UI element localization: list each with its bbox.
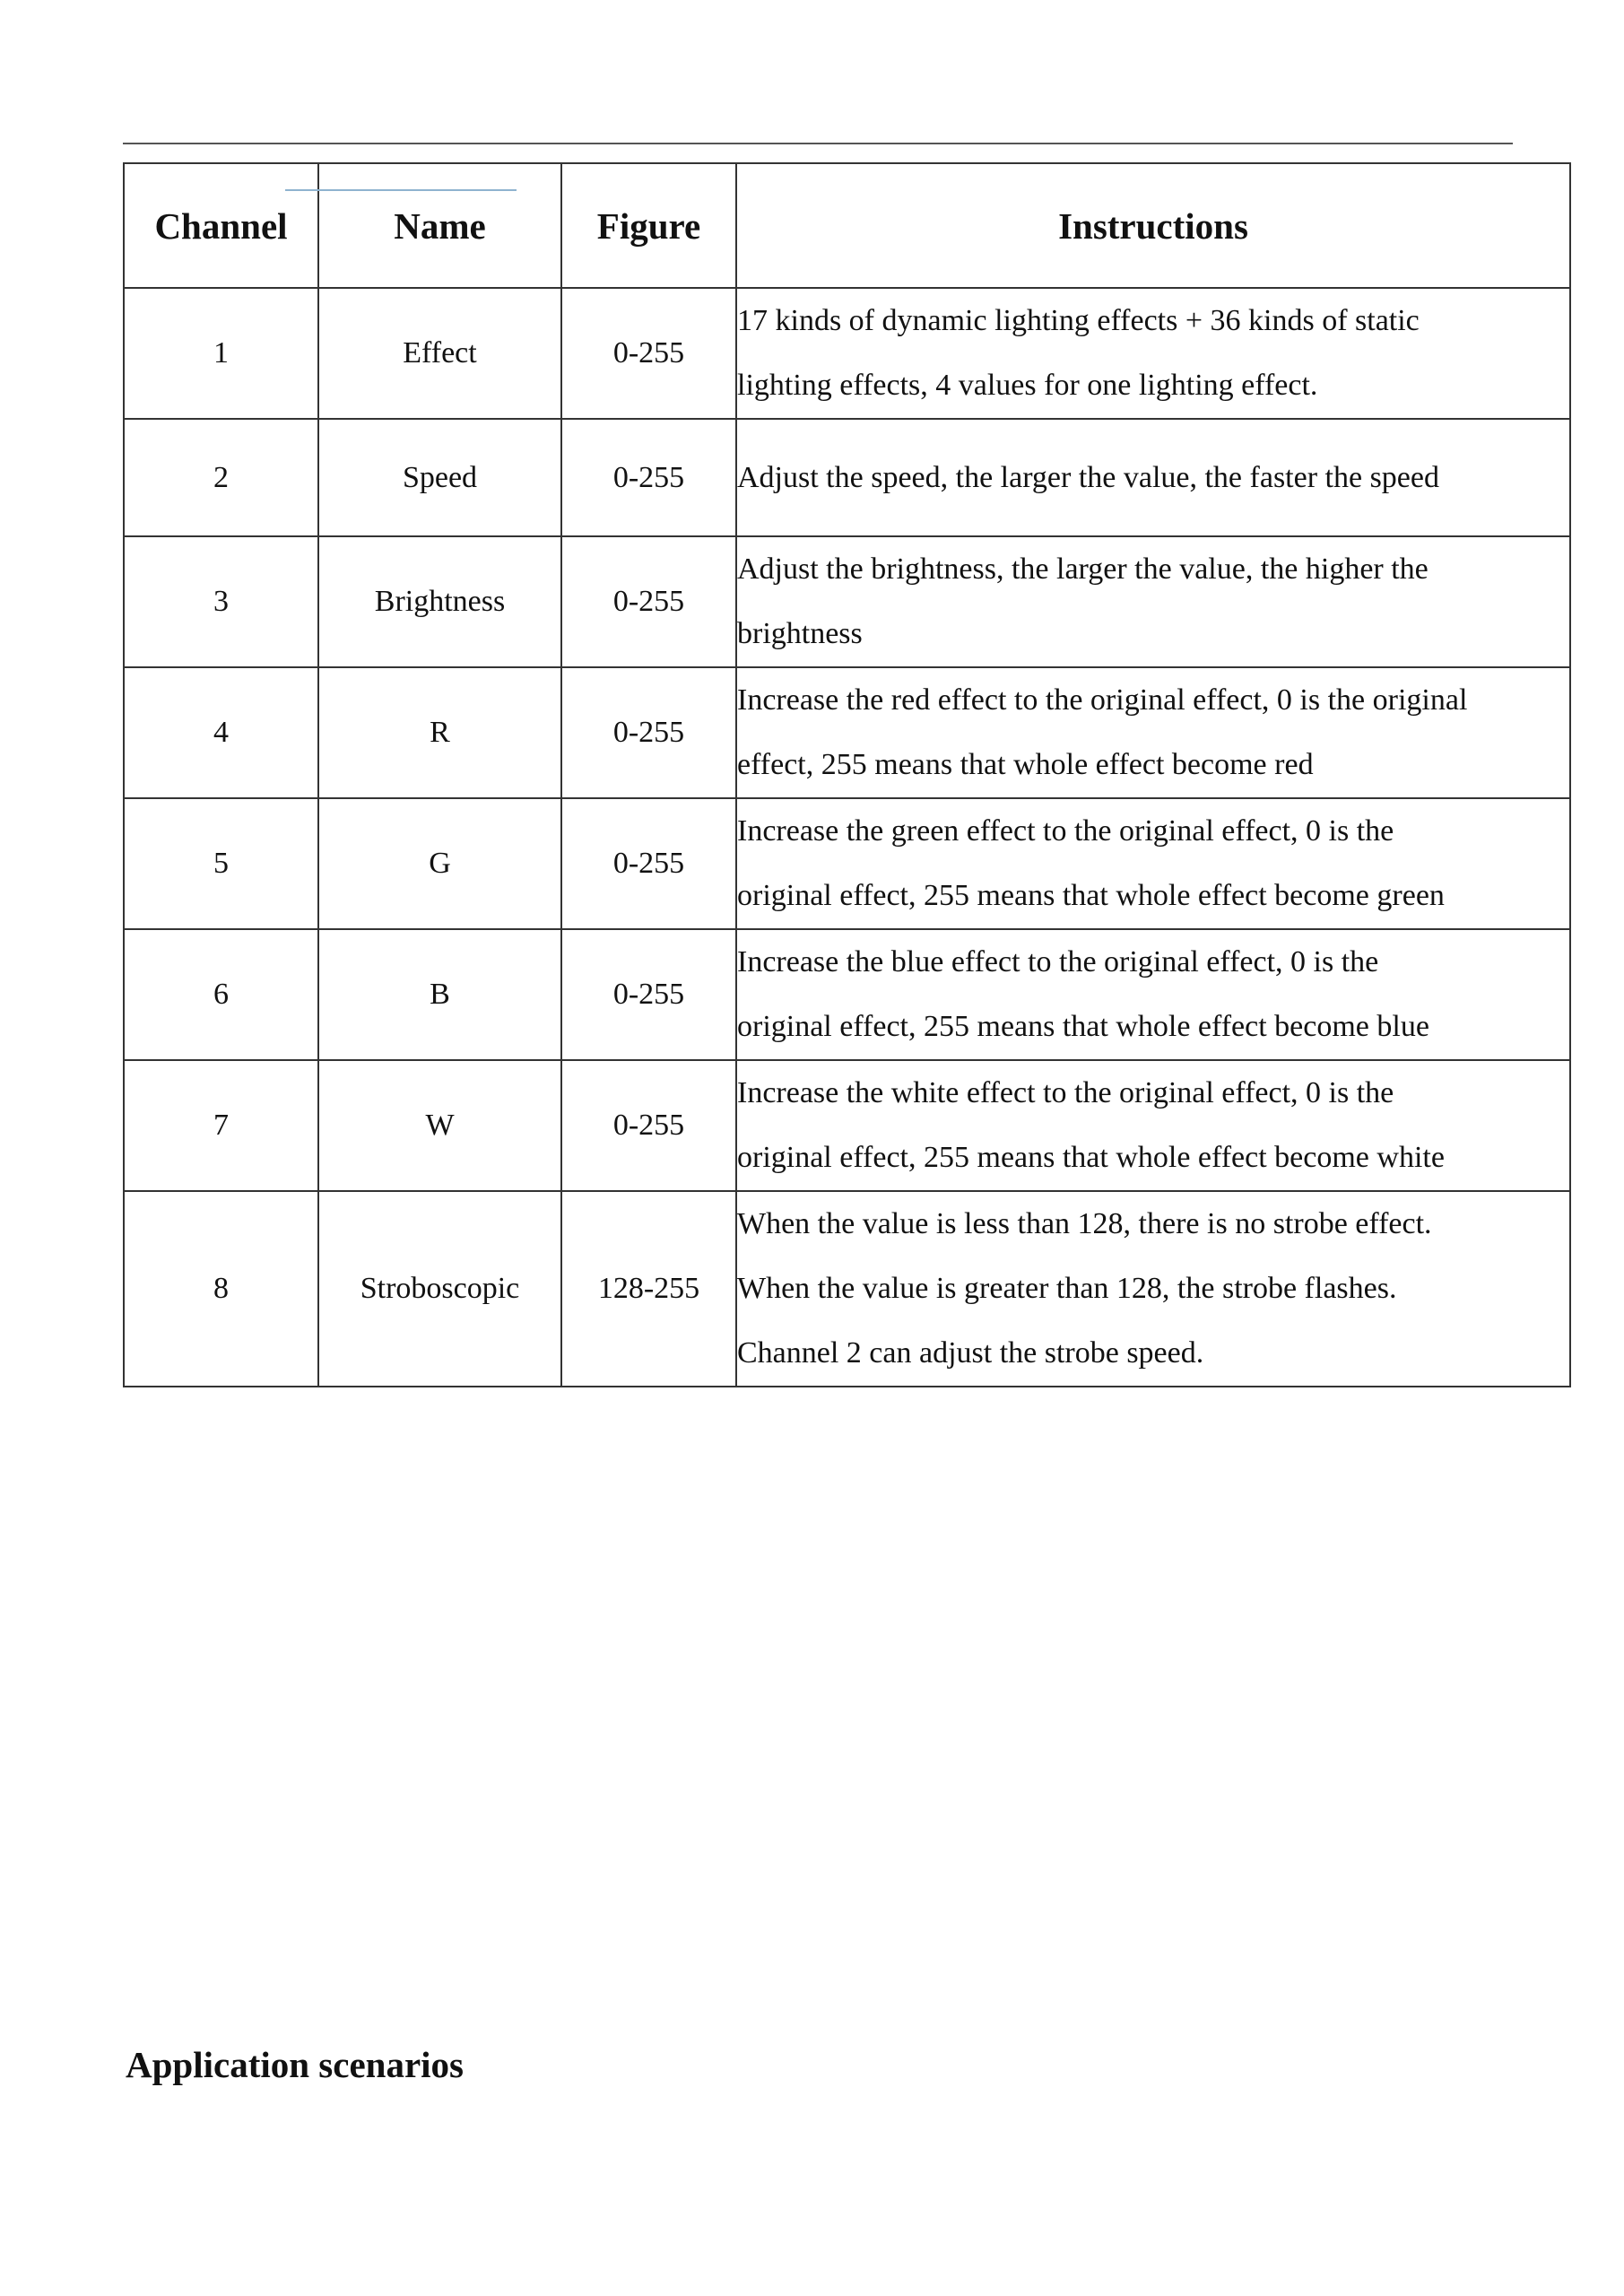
instructions-cell [736, 1060, 1570, 1191]
dmx-channel-table [123, 162, 1571, 1387]
table-row [124, 929, 1570, 1060]
figure-cell: 0-255 [561, 667, 736, 798]
instructions-cell [736, 419, 1570, 536]
table-row [124, 798, 1570, 929]
channel-cell: 6 [124, 929, 318, 1060]
instructions-line: Increase the red effect to the original effect, 0 is the original [737, 683, 1468, 717]
header-instructions: Instructions [736, 163, 1570, 288]
instructions-cell [736, 288, 1570, 419]
instructions-line: original effect, 255 means that whole effect become green [737, 879, 1445, 912]
name-cell: B [318, 929, 561, 1060]
name-cell: R [318, 667, 561, 798]
table-row [124, 667, 1570, 798]
name-cell: Speed [318, 419, 561, 536]
instructions-line: Increase the green effect to the original effect, 0 is the [737, 814, 1394, 848]
instructions-line: Channel 2 can adjust the strobe speed. [737, 1336, 1204, 1370]
instructions-line: 17 kinds of dynamic lighting effects + 36 kinds of static [737, 304, 1420, 337]
table-row [124, 1060, 1570, 1191]
table-header-row [124, 163, 1570, 288]
name-cell: W [318, 1060, 561, 1191]
figure-cell: 0-255 [561, 288, 736, 419]
instructions-line: When the value is less than 128, there is no strobe effect. [737, 1207, 1432, 1240]
instructions-line: Increase the white effect to the original effect, 0 is the [737, 1076, 1394, 1109]
table-row [124, 288, 1570, 419]
instructions-line: Increase the blue effect to the original effect, 0 is the [737, 945, 1379, 978]
section-heading: Application scenarios [126, 2044, 464, 2085]
table-row [124, 419, 1570, 536]
name-cell: Brightness [318, 536, 561, 667]
figure-cell: 0-255 [561, 536, 736, 667]
channel-cell: 7 [124, 1060, 318, 1191]
instructions-line: Adjust the speed, the larger the value, the faster the speed [737, 460, 1439, 494]
figure-cell: 0-255 [561, 1060, 736, 1191]
instructions-cell [736, 536, 1570, 667]
name-cell: G [318, 798, 561, 929]
accent-line [285, 189, 517, 191]
channel-cell: 2 [124, 419, 318, 536]
name-cell: Stroboscopic [318, 1191, 561, 1387]
figure-cell: 128-255 [561, 1191, 736, 1387]
instructions-line: lighting effects, 4 values for one lighting effect. [737, 369, 1318, 402]
header-name: Name [318, 163, 561, 288]
instructions-line: original effect, 255 means that whole effect become white [737, 1141, 1445, 1174]
header-channel: Channel [124, 163, 318, 288]
instructions-cell [736, 667, 1570, 798]
instructions-line: original effect, 255 means that whole effect become blue [737, 1010, 1429, 1043]
channel-cell: 4 [124, 667, 318, 798]
name-cell: Effect [318, 288, 561, 419]
figure-cell: 0-255 [561, 419, 736, 536]
channel-cell: 1 [124, 288, 318, 419]
instructions-cell [736, 1191, 1570, 1387]
channel-cell: 5 [124, 798, 318, 929]
header-figure: Figure [561, 163, 736, 288]
figure-cell: 0-255 [561, 798, 736, 929]
instructions-line: brightness [737, 617, 863, 650]
table-row [124, 536, 1570, 667]
instructions-cell [736, 929, 1570, 1060]
instructions-line: effect, 255 means that whole effect become red [737, 748, 1314, 781]
instructions-line: When the value is greater than 128, the strobe flashes. [737, 1272, 1397, 1305]
table-row [124, 1191, 1570, 1387]
header-rule [123, 143, 1513, 144]
instructions-line: Adjust the brightness, the larger the value, the higher the [737, 552, 1429, 586]
figure-cell: 0-255 [561, 929, 736, 1060]
channel-cell: 3 [124, 536, 318, 667]
instructions-cell [736, 798, 1570, 929]
channel-cell: 8 [124, 1191, 318, 1387]
